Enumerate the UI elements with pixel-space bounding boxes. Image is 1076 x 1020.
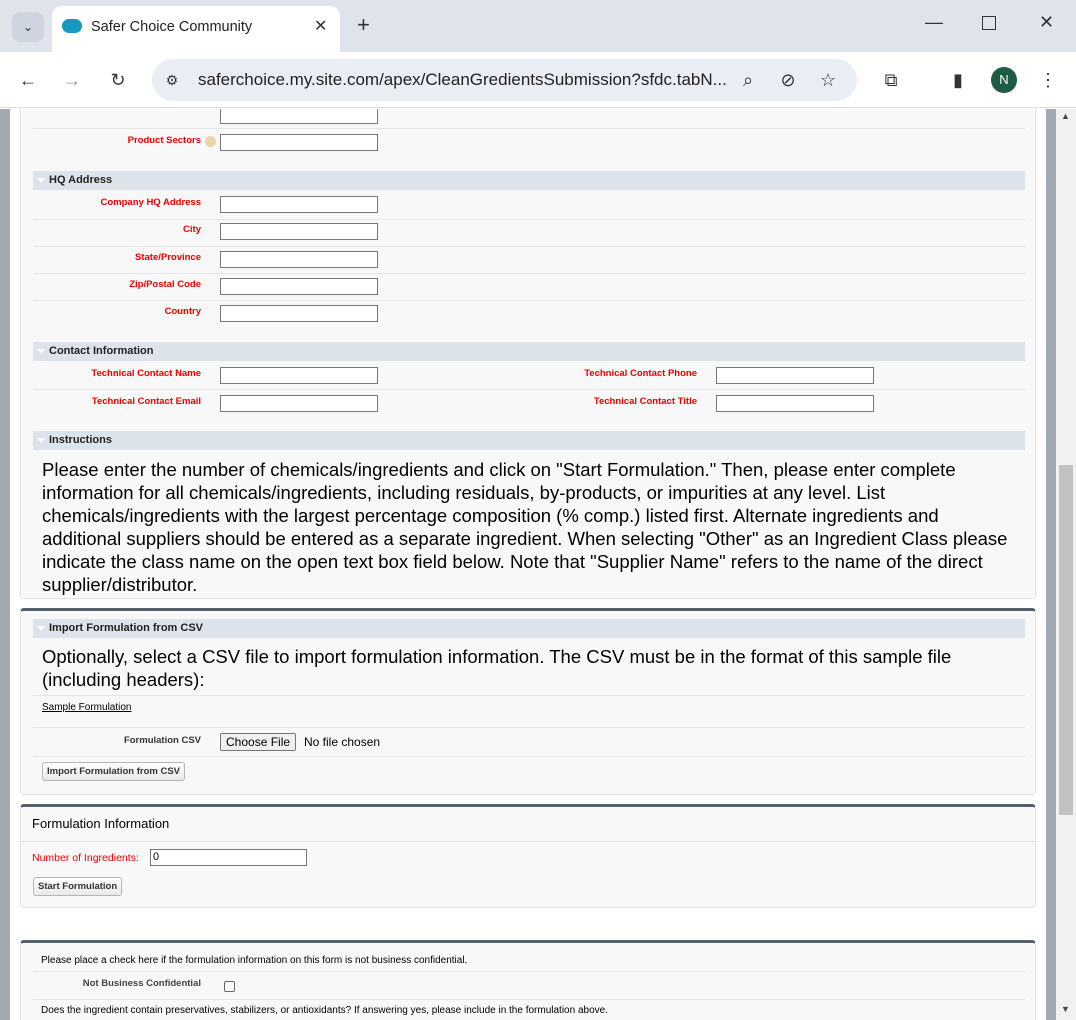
technical-contact-phone-label: Technical Contact Phone: [584, 368, 697, 379]
reload-icon[interactable]: ↻: [110, 70, 126, 90]
csv-instructions-text: Optionally, select a CSV file to import formulation information. The CSV must be in the format of this sample file (including headers):: [42, 646, 952, 690]
csv-import-panel: [20, 608, 1036, 795]
scroll-down-icon[interactable]: ▼: [1061, 1004, 1070, 1014]
close-window-icon[interactable]: ✕: [1039, 12, 1055, 32]
company-panel: [20, 109, 1036, 599]
tab-safer-choice[interactable]: [52, 6, 340, 52]
technical-contact-name-label: Technical Contact Name: [91, 368, 201, 379]
company-hq-address-input[interactable]: [220, 196, 378, 213]
hq-address-section[interactable]: HQ Address: [33, 171, 1025, 190]
address-bar[interactable]: [152, 59, 857, 101]
minimize-icon[interactable]: —: [925, 12, 943, 32]
technical-contact-title-label: Technical Contact Title: [593, 396, 697, 407]
country-input[interactable]: [220, 305, 378, 322]
sample-formulation-link[interactable]: Sample Formulation: [42, 702, 132, 713]
tab-bar: [0, 0, 1076, 52]
formulation-title: Formulation Information: [32, 816, 170, 831]
page-border-left: [0, 109, 10, 1020]
not-business-confidential-checkbox[interactable]: [224, 981, 235, 992]
tab-search-chevron-icon[interactable]: ⌄: [12, 12, 44, 42]
extensions-icon[interactable]: ⧉: [884, 70, 898, 90]
url-text: saferchoice.my.site.com/apex/CleanGredientsSubmission?sfdc.tabN...: [198, 70, 727, 89]
page: [0, 109, 1076, 1020]
confidential-panel: [20, 940, 1036, 1020]
technical-contact-email-input[interactable]: [220, 395, 378, 412]
scroll-up-icon[interactable]: ▲: [1061, 111, 1070, 121]
company-hq-address-label: Company HQ Address: [100, 197, 201, 208]
city-label: City: [183, 224, 201, 235]
start-formulation-button[interactable]: Start Formulation: [33, 877, 122, 896]
page-border-right: [1046, 109, 1056, 1020]
formulation-csv-label: Formulation CSV: [123, 735, 201, 746]
back-icon[interactable]: ←: [19, 70, 37, 90]
not-business-confidential-label: Not Business Confidential: [82, 978, 201, 989]
choose-file-button[interactable]: Choose File: [220, 733, 296, 751]
scrollbar-thumb[interactable]: [1059, 465, 1073, 815]
zoom-icon[interactable]: ⌕: [742, 70, 754, 90]
help-icon[interactable]: [205, 136, 216, 147]
bookmark-star-icon[interactable]: ☆: [819, 70, 837, 90]
instructions-section[interactable]: Instructions: [33, 431, 1025, 450]
side-panel-icon[interactable]: ▮: [953, 70, 963, 90]
contact-information-section[interactable]: Contact Information: [33, 342, 1025, 361]
close-tab-icon[interactable]: ✕: [314, 18, 328, 35]
eye-off-icon[interactable]: ⊘: [780, 70, 796, 90]
forward-icon[interactable]: →: [63, 70, 81, 90]
avatar[interactable]: N: [991, 67, 1017, 93]
salesforce-cloud-icon: [62, 19, 82, 33]
city-input[interactable]: [220, 223, 378, 240]
number-of-ingredients-input[interactable]: 0: [150, 849, 307, 866]
no-file-chosen-text: No file chosen: [304, 735, 381, 749]
new-tab-icon[interactable]: +: [357, 12, 370, 37]
csv-import-section[interactable]: Import Formulation from CSV: [33, 619, 1025, 638]
maximize-icon[interactable]: [982, 16, 996, 30]
product-sectors-label: Product Sectors: [127, 135, 201, 146]
formulation-panel: [20, 804, 1036, 908]
number-of-ingredients-label: Number of Ingredients:: [32, 852, 139, 864]
menu-icon[interactable]: ⋮: [1039, 70, 1057, 90]
site-info-icon[interactable]: ⚙: [165, 72, 179, 88]
confidential-text: Please place a check here if the formulation information on this form is not business confidential.: [41, 955, 468, 966]
state-label: State/Province: [135, 252, 201, 263]
zip-label: Zip/Postal Code: [129, 279, 201, 290]
technical-contact-phone-input[interactable]: [716, 367, 874, 384]
technical-contact-title-input[interactable]: [716, 395, 874, 412]
technical-contact-name-input[interactable]: [220, 367, 378, 384]
preservatives-question: Does the ingredient contain preservatives, stabilizers, or antioxidants? If answering yes, please include in the formulation above.: [41, 1005, 608, 1016]
country-label: Country: [164, 306, 201, 317]
technical-contact-email-label: Technical Contact Email: [91, 396, 201, 407]
product-sectors-input[interactable]: [220, 134, 378, 151]
state-input[interactable]: [220, 251, 378, 268]
import-formulation-button[interactable]: Import Formulation from CSV: [42, 762, 185, 781]
tab-title: Safer Choice Community: [91, 19, 253, 35]
zip-input[interactable]: [220, 278, 378, 295]
previous-field-input[interactable]: [220, 109, 378, 124]
instructions-text: Please enter the number of chemicals/ingredients and click on "Start Formulation." Then, please enter complete information for all chemicals/ingredients, including residuals, by-products, or impurities at any level. List chemicals/ingredients with the largest percentage composition (% comp.) listed first. Alternate ingredients and additional suppliers should be entered as a separate ingredient. When selecting "Other" as an Ingredient Class please indicate the class name on the open text box field below. Note that "Supplier Name" refers to the name of the direct supplier/distributor.: [42, 459, 1008, 595]
